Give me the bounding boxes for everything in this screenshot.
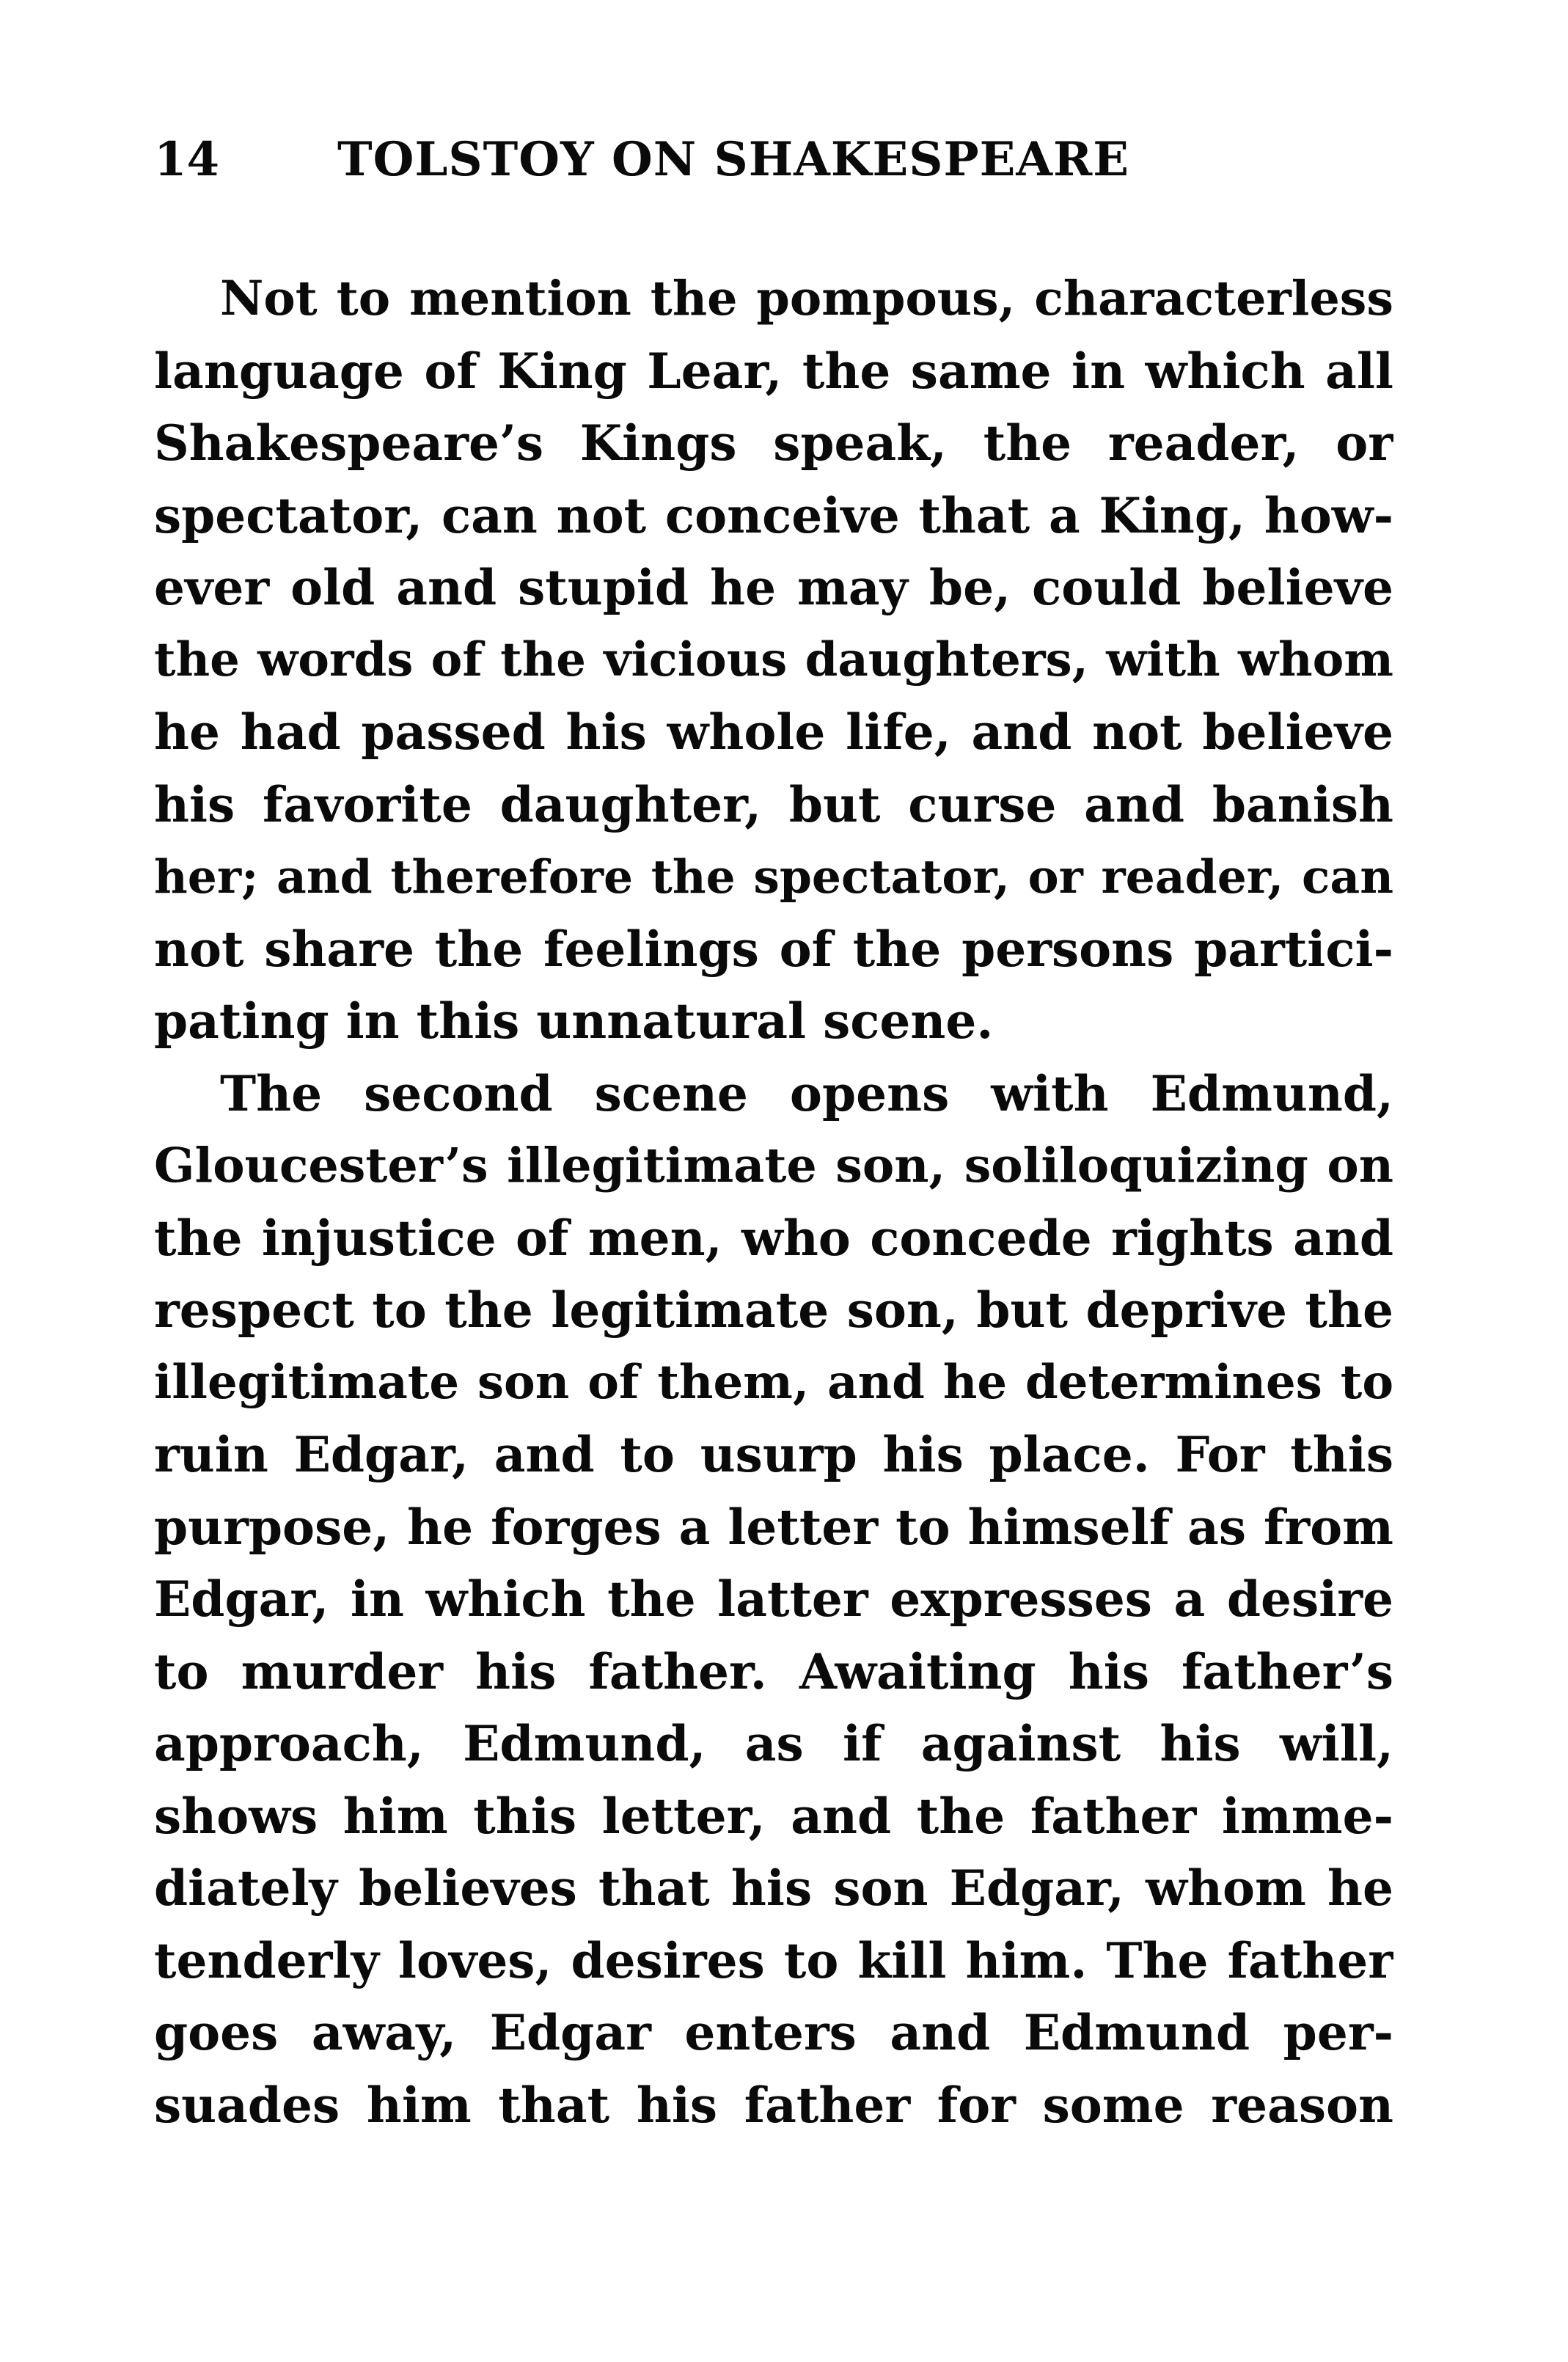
text-line: The second scene opens with Edmund, xyxy=(220,1064,1393,1122)
text-line: spectator, can not conceive that a King, how- xyxy=(154,486,1393,544)
paragraph xyxy=(154,1058,1393,2142)
text-line: Shakespeare’s Kings speak, the reader, or xyxy=(154,414,1393,472)
body-text xyxy=(154,263,1393,2141)
text-line: approach, Edmund, as if against his will, xyxy=(154,1715,1393,1772)
running-head xyxy=(154,123,1401,197)
running-title: TOLSTOY ON SHAKESPEARE xyxy=(337,132,1129,187)
text-line: ruin Edgar, and to usurp his place. For this xyxy=(154,1426,1393,1483)
text-line: to murder his father. Awaiting his father’s xyxy=(154,1642,1393,1700)
paragraph xyxy=(154,263,1393,1058)
text-line: suades him that his father for some reason xyxy=(154,2076,1393,2134)
text-line: pating in this unnatural scene. xyxy=(154,992,994,1050)
text-line: the words of the vicious daughters, with whom xyxy=(154,632,1393,687)
text-line: purpose, he forges a letter to himself as from xyxy=(154,1498,1393,1556)
text-line: Gloucester’s illegitimate son, soliloquizing on xyxy=(154,1138,1393,1193)
text-line: his favorite daughter, but curse and banish xyxy=(154,775,1393,833)
text-line: Edgar, in which the latter expresses a desire xyxy=(154,1571,1393,1628)
text-line: diately believes that his son Edgar, whom he xyxy=(154,1860,1393,1917)
text-line: respect to the legitimate son, but deprive the xyxy=(154,1281,1393,1339)
text-line: the injustice of men, who concede rights and xyxy=(154,1209,1393,1267)
text-line: shows him this letter, and the father imme- xyxy=(154,1787,1393,1845)
text-line: ever old and stupid he may be, could believe xyxy=(154,559,1393,616)
text-line: tenderly loves, desires to kill him. The father xyxy=(154,1931,1393,1989)
text-line: he had passed his whole life, and not believe xyxy=(154,703,1393,761)
page-number: 14 xyxy=(154,132,220,187)
text-line: goes away, Edgar enters and Edmund per- xyxy=(154,2004,1393,2061)
text-line: Not to mention the pompous, characterless xyxy=(220,271,1393,326)
text-line: language of King Lear, the same in which all xyxy=(154,342,1393,400)
text-line: illegitimate son of them, and he determines to xyxy=(154,1354,1393,1410)
text-line: not share the feelings of the persons partici- xyxy=(154,920,1393,978)
text-line: her; and therefore the spectator, or reader, can xyxy=(154,849,1393,904)
